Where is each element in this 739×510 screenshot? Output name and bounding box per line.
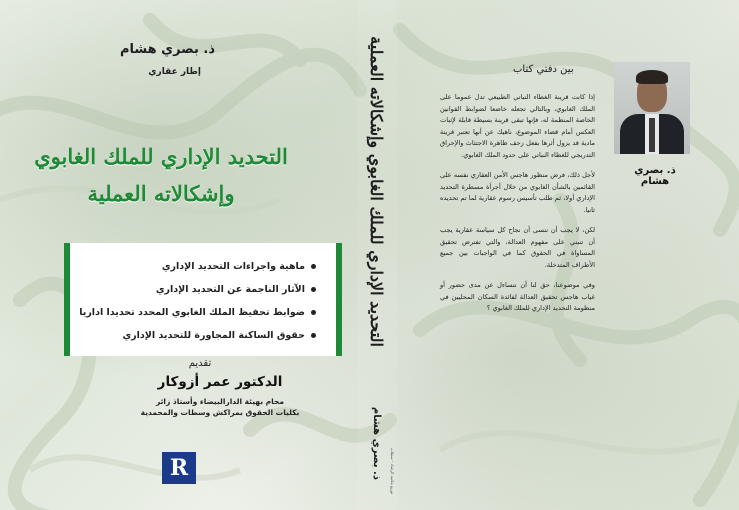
back-heading: بين دفتي كتاب (513, 64, 574, 75)
blurb-paragraph: إذا كانت قرينة الغطاء النباتي الطبيعي تدل عموما على الملك الغابوي، وبالتالي تجعله خاضعا لضوابط القوانين الخاصة المنظمة له، فإنها تبقى قرينة بسيطة قابلة لإثبات العكس أمام قضاء الموضوع، ناهيك عن أنها تعتبر قرينة مادية قد يزول أثرها بفعل زحف ظاهرة الاجتثاث والإحراق التدريجي للغطاء النباتي على حدود الملك الغابوي. (440, 93, 595, 159)
spine-title: التحديد الإداري للملك الغابوي وإشكالاته العملية (367, 36, 387, 347)
book-title-line1: التحديد الإداري للملك الغابوي (34, 144, 288, 169)
contents-item-text: ماهية واجراءات التحديد الإداري (161, 261, 305, 272)
bullet-icon (311, 287, 316, 292)
bullet-icon (311, 333, 316, 338)
publisher-logo-letter: R (169, 455, 189, 481)
back-blurb (440, 92, 595, 324)
blurb-paragraph: وفي موضوعنا، حق لنا أن نتساءل عن مدى حضور أو غياب هاجس تحقيق العدالة لفائدة السكان المحليين في منظومة التحديد الإداري للملك الغابوي ؟ (440, 281, 595, 312)
author-name: ذ. بصري هشام (119, 42, 215, 57)
presenter-name: الدكتور عمر أزوكار (157, 374, 283, 390)
contents-item-text: حقوق الساكنة المجاورة للتحديد الإداري (122, 330, 305, 341)
author-photo-caption: ذ. بصري هشام (634, 165, 676, 187)
spine-publisher (385, 448, 395, 508)
contents-item (78, 301, 316, 324)
contents-box (64, 243, 342, 356)
author-role: إطار عقاري (148, 67, 201, 77)
contents-item-text: الآثار الناجمة عن التحديد الإداري (155, 284, 305, 295)
spine-author: ذ. بصري هشام (371, 406, 383, 480)
presenter-description (100, 396, 340, 418)
presenter-description-line1: محام بهيئة الدارالبيضاء وأستاذ زائر (155, 397, 285, 406)
contents-item (78, 255, 316, 278)
spine-text (363, 36, 391, 480)
blurb-paragraph: لأجل ذلك، فرض منظور هاجس الأمن العقاري نفسه على القائمين بالشأن الغابوي من خلال أجرأة مسطرة التحديد الإداري أولا، ثم طلب تأسيس رسوم عقارية لما تم تحديده ثانيا. (440, 171, 595, 214)
bullet-icon (311, 264, 316, 269)
publisher-logo (162, 452, 196, 484)
presenter-description-line2: بكليات الحقوق بمراكش وسطات والمحمدية (140, 408, 300, 417)
book-title-line2: وإشكالاته العملية (87, 181, 235, 206)
contents-item-text: ضوابط تحفيظ الملك الغابوي المحدد تحديدا اداريا (79, 307, 305, 318)
contents-item (78, 324, 316, 347)
contents-item (78, 278, 316, 301)
foreword-label: تقديم (188, 358, 212, 369)
blurb-paragraph: لكن، لا يجب أن ننسى أن نجاح كل سياسة عقارية يجب أن تنبني على مفهوم العدالة، والتي تفترض تحقيق المساواة في الحقوق كما في الواجبات بين جميع الأطراف المتدخلة. (440, 226, 595, 269)
bullet-icon (311, 310, 316, 315)
front-cover (0, 0, 357, 510)
author-photo (614, 62, 690, 154)
book-title (11, 138, 311, 212)
spine-publisher-text: توزيع مكتبة الرشاد - سطات (390, 448, 395, 495)
